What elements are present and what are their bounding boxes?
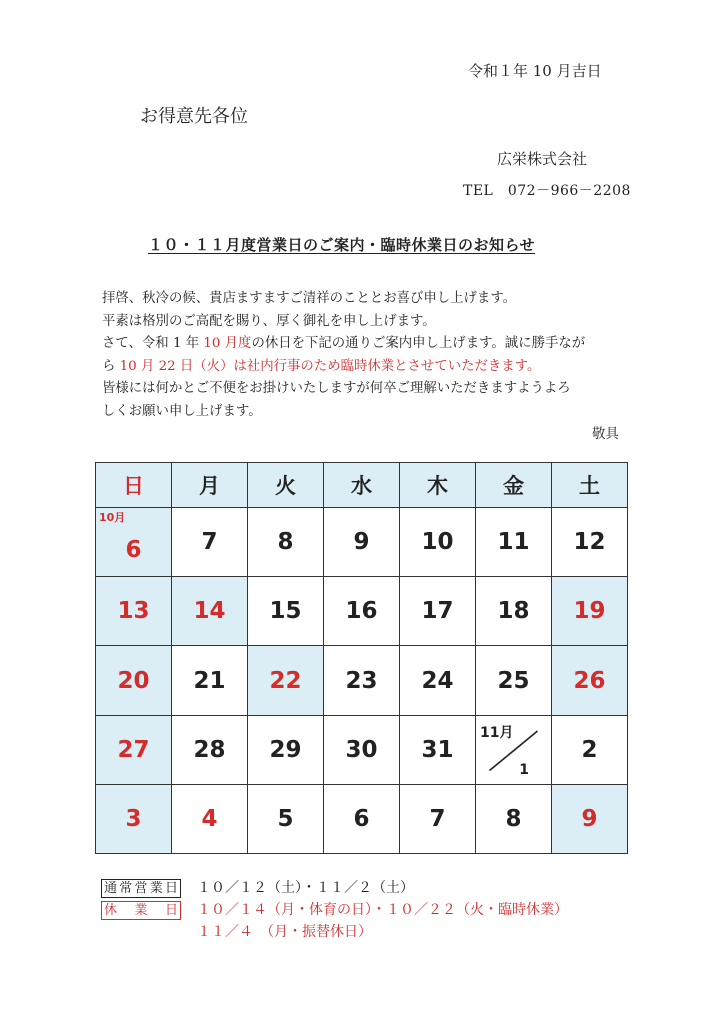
calendar-week-4: [96, 715, 628, 784]
weekday-sat: 土: [552, 463, 628, 508]
calendar-table: [95, 462, 628, 854]
day-cell-oct-26: 26: [552, 646, 628, 715]
day-number: 6: [125, 537, 142, 564]
telephone-number: TEL 072－966－2208: [463, 183, 631, 199]
day-cell-oct-28: 28: [172, 715, 248, 784]
body-line-2: 平素は格別のご高配を賜り、厚く御礼を申し上げます。: [102, 313, 436, 329]
day-cell-oct-20: 20: [96, 646, 172, 715]
day-cell-oct-30: 30: [324, 715, 400, 784]
day-cell-oct-24: 24: [400, 646, 476, 715]
document-title: １０・１１月度営業日のご案内・臨時休業日のお知らせ: [148, 236, 536, 254]
day-cell-nov-9: 9: [552, 784, 628, 853]
day-cell-oct-12: 12: [552, 508, 628, 577]
day-cell-nov-7: 7: [400, 784, 476, 853]
calendar-week-2: [96, 577, 628, 646]
document-date: 令和１年 10 月吉日: [468, 62, 602, 80]
calendar-week-3: [96, 646, 628, 715]
weekday-sun: 日: [96, 463, 172, 508]
legend-holidays: [101, 899, 568, 921]
day-cell-oct-27: 27: [96, 715, 172, 784]
day-cell-oct-9: 9: [324, 508, 400, 577]
holiday-dates-2: １１／４ （月・振替休日）: [197, 924, 372, 940]
day-cell-oct-18: 18: [476, 577, 552, 646]
day-cell-oct-10: 10: [400, 508, 476, 577]
day-cell-oct-16: 16: [324, 577, 400, 646]
day-cell-oct-21: 21: [172, 646, 248, 715]
company-name: 広栄株式会社: [497, 150, 588, 168]
body-line-4: [102, 356, 622, 379]
day-cell-nov-3: 3: [96, 784, 172, 853]
body-line-4-a: ら: [102, 358, 120, 374]
body-line-3: [102, 333, 622, 356]
closing-word: 敬具: [592, 427, 619, 442]
day-cell-nov-5: 5: [248, 784, 324, 853]
october-month-label: 10月: [99, 511, 126, 525]
recipient: お得意先各位: [140, 106, 248, 127]
day-cell-oct-31: 31: [400, 715, 476, 784]
day-cell-oct-22: 22: [248, 646, 324, 715]
day-cell-oct-19: 19: [552, 577, 628, 646]
day-cell-oct-13: 13: [96, 577, 172, 646]
november-month-label: 11月: [480, 724, 514, 741]
day-cell-oct-7: 7: [172, 508, 248, 577]
day-cell-nov-8: 8: [476, 784, 552, 853]
holiday-dates-1: １０／１４（月・体育の日）・１０／２２（火・臨時休業）: [197, 902, 568, 918]
weekday-tue: 火: [248, 463, 324, 508]
weekday-thu: 木: [400, 463, 476, 508]
day-cell-oct-8: 8: [248, 508, 324, 577]
legend-business-days: [101, 877, 414, 899]
weekday-wed: 水: [324, 463, 400, 508]
business-day-dates: １０／１２（土）・１１／２（土）: [197, 880, 414, 896]
body-line-3-a: さて、令和 1 年: [102, 336, 204, 351]
day-cell-oct-25: 25: [476, 646, 552, 715]
day-cell-nov-6: 6: [324, 784, 400, 853]
business-day-label: 通常営業日: [101, 879, 181, 898]
weekday-header-row: [96, 463, 628, 508]
november-first-day: 1: [519, 761, 529, 778]
body-line-1: 拝啓、秋冷の候、貴店ますますご清祥のこととお喜び申し上げます。: [102, 291, 517, 306]
day-cell-oct-23: 23: [324, 646, 400, 715]
body-line-3-highlight: 10 月度: [203, 336, 252, 351]
body-line-5: 皆様には何かとご不便をお掛けいたしますが何卒ご理解いただきますようよろ: [102, 381, 571, 396]
day-cell-oct-6: [96, 508, 172, 577]
day-cell-nov-1: [476, 715, 552, 784]
legend: [101, 877, 568, 943]
legend-holidays-cont: [101, 921, 372, 943]
body-line-6: しくお願い申し上げます。: [102, 403, 262, 419]
day-cell-oct-11: 11: [476, 508, 552, 577]
day-cell-oct-15: 15: [248, 577, 324, 646]
weekday-mon: 月: [172, 463, 248, 508]
body-line-3-c: の休日を下記の通りご案内申し上げます。誠に勝手なが: [251, 336, 586, 351]
day-cell-oct-14: 14: [172, 577, 248, 646]
holiday-label: 休 業 日: [101, 901, 181, 920]
body-line-4-highlight: 10 月 22 日（火）は社内行事のため臨時休業とさせていただきます。: [119, 358, 541, 374]
day-cell-nov-4: 4: [172, 784, 248, 853]
letter-body: [102, 288, 622, 423]
calendar-week-1: [96, 508, 628, 577]
weekday-fri: 金: [476, 463, 552, 508]
day-cell-oct-29: 29: [248, 715, 324, 784]
calendar-week-5: [96, 784, 628, 853]
day-cell-oct-17: 17: [400, 577, 476, 646]
day-cell-nov-2: 2: [552, 715, 628, 784]
